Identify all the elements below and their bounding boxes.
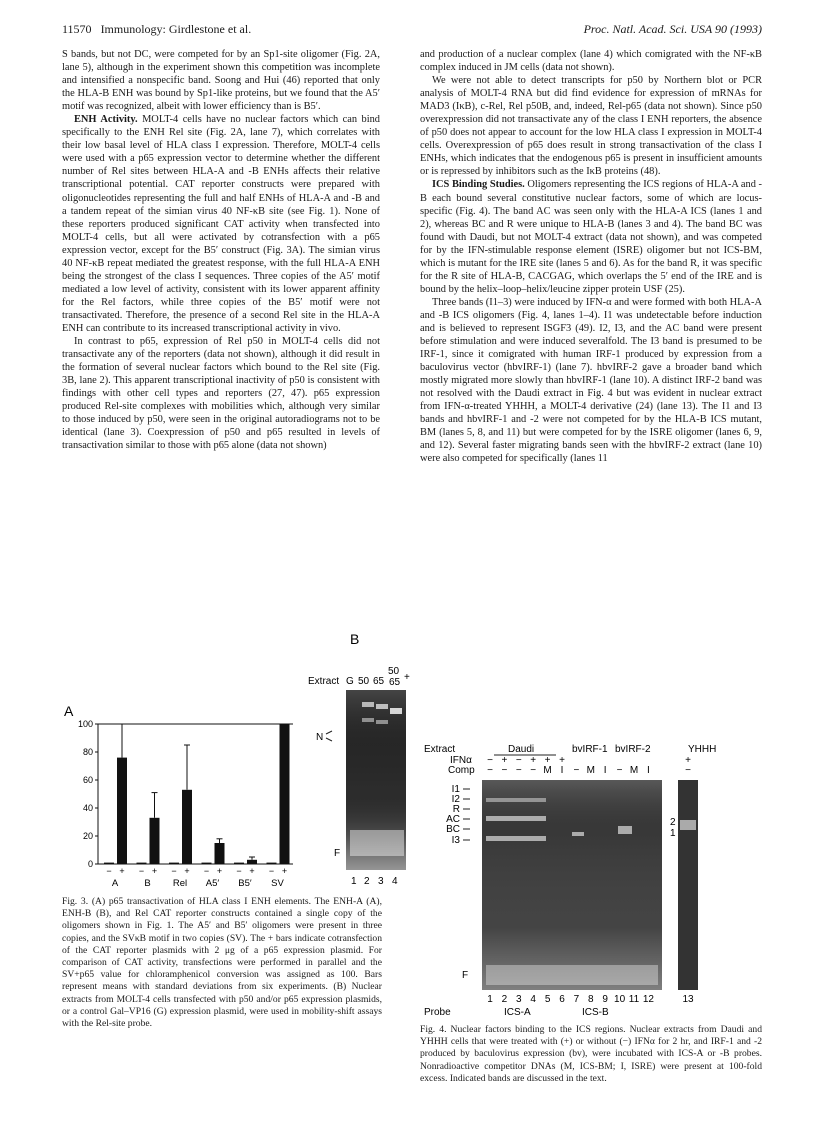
sign-label: + (216, 866, 223, 876)
band (572, 832, 584, 836)
comp-mark: M (629, 765, 639, 776)
ifn-mark: + (544, 755, 551, 766)
comp-mark: I (647, 765, 650, 776)
band (390, 708, 402, 714)
y-tick-label: 0 (87, 859, 93, 869)
y-tick-label: 60 (82, 775, 93, 785)
chart-plot-area (78, 719, 293, 889)
paragraph: Three bands (I1–3) were induced by IFN-α and were formed with both HLA-A and -B ICS oligomers (Fig. 4, lanes 1–4). I1 was undetectable before induction and is believed to represent ISGF3 (49). I2, I3, and the AC band were present before stimulation and were induced severalfold. The I3 band is presumed to be IRF-1, since it comigrated with human IRF-1 produced by expression from a baculovirus vector (hbvIRF-1) (lane 7). hbvIRF-2 gave a broader band which mostly migrated more slowly than hbvIRF-1 (lane 10). A distinct IRF-2 band was not resolved with the Daudi extract in Fig. 4 but was evident in nuclear extract from IFN-α-treated YHHH, a MOLT-4 derivative (24) (lane 13). The I1 and I3 bands and hbvIRF-1 and -2 were not competed for by the HLA-B ICS mutant, BM (lanes 5, 8, and 11) but were competed for by the ISRE oligomer (lanes 6, 9, and 12). Several faster migrating bands seen with the hbvIRF-2 extract (lane 10) were also competed for specifically (lanes 11 (420, 296, 762, 465)
panel-a-label: A (64, 704, 74, 719)
category-label: Rel (172, 878, 188, 889)
band-labels-left (446, 784, 470, 846)
paragraph-text: Oligomers representing the ICS regions of HLA-A and -B each bound several constitutive nuclear factors, some of which are locus-specific (Fig. 4). The band AC was seen only with the HLA-A ICS (lanes 1 and 2), whereas BC and R were unique to HLA-B (lanes 3 and 4). The band BC was found with Daudi, but not MOLT-4 extract (data not shown), and was competed for by the IFN-stimulable response element (ISRE) oligomer but not ICS-BM, which is mutant for the IRE site (lanes 5 and 6). As for the band R, it was specific for the R site of HLA-B, CACGAG, which overlaps the 5′ end of the IRE and is bound by the helix–loop–helix/leucine zipper protein USF (25). (420, 179, 762, 295)
comp-mark: − (616, 765, 623, 776)
f-label: F (334, 848, 341, 859)
ifn-label: IFNα (450, 755, 472, 766)
lane-number: 4 (530, 994, 536, 1005)
ifn-mark: + (685, 755, 691, 766)
running-header (62, 22, 762, 40)
comp-mark: I (603, 765, 607, 776)
section-run-in-head: ICS Binding Studies. (432, 179, 525, 191)
bar (267, 863, 277, 864)
band-label: I2 (451, 794, 460, 805)
category-label: SV (271, 878, 284, 889)
paragraph: and production of a nuclear complex (lane 4) which comigrated with the NF-κB complex induced in JM cells (data not shown). (420, 49, 762, 74)
lane-number: 12 (642, 994, 654, 1005)
band-label: R (452, 804, 460, 815)
comp-mark: − (501, 765, 508, 776)
gel-lane-13 (678, 780, 698, 990)
n-label: N (316, 732, 324, 743)
section-run-in-head: ENH Activity. (74, 114, 138, 126)
sign-label: − (138, 866, 145, 876)
paragraph (420, 178, 762, 295)
group-label: bvIRF-1 (572, 744, 608, 755)
category-label: A5′ (205, 878, 220, 889)
band-label: AC (446, 814, 460, 825)
lane-number: 3 (516, 994, 522, 1005)
lane-marks (487, 755, 691, 776)
paragraph (62, 113, 380, 335)
sign-label: + (281, 866, 288, 876)
paragraph-text: MOLT-4 cells have no nuclear factors which can bind specifically to the ENH Rel site (Fig. 2A, lane 7), which correlates with their low basal level of HLA class I expression. Therefore, MOLT-4 cells were used with a p65 expression vector to determine whether the different number of Rel sites between HLA-A and -B ENHs affects their relative transcriptional potential. CAT reporter constructs were prepared with oligonucleotides representing the full and half ENHs of HLA-A and -B and a tandem repeat of the simian virus 40 NF-κB site (see Fig. 1). None of these reporters produced significant CAT activity when transfected into MOLT-4 cells, but all were activated by cotransfection with a p65 expression vector, except for the B5′ construct (Fig. 3A). The simian virus 40 NF-κB repeat mediated the greatest response, with the full HLA-A ENH being the strongest of the class I sequences. Three copies of the A5′ motif mediated a low level of activity, consistent with its lower apparent affinity for the Rel factors, while three copies of the B5′ motif were not transactivated. Therefore, the presence of a second Rel site in the HLA-A ENH can contribute to its increased transcriptional activity in vivo. (62, 114, 380, 334)
band (680, 820, 696, 830)
lane-head-g: G (346, 676, 354, 687)
sign-label: − (171, 866, 177, 876)
header-authors: Immunology: Girdlestone et al. (100, 22, 252, 36)
y-tick-label: 80 (82, 747, 93, 757)
figure-4-caption: Fig. 4. Nuclear factors binding to the ICS regions. Nuclear extracts from Daudi and YHHH cells that were treated with (+) or without (−) IFNα for 2 hr, and IRF-1 and -2 produced by baculovirus expression (bv), were incubated with ICS-A or -B probes. Nonradioactive competitor DNAs (M, ICS-BM; I, ISRE) were present at 100-fold excess. Indicated bands are discussed in the text. (420, 1024, 762, 1084)
probe-label: Probe (424, 1007, 451, 1018)
panel-b-label: B (350, 631, 360, 647)
plus-mark: + (404, 672, 410, 683)
group-label: Daudi (508, 744, 535, 755)
bar (234, 863, 244, 864)
lane-numbers (487, 994, 694, 1005)
lane-head-50: 50 (358, 676, 370, 687)
ifn-mark: − (487, 755, 493, 766)
bar (215, 843, 225, 864)
comp-mark: − (573, 765, 580, 776)
sign-label: − (268, 866, 275, 876)
n-bracket (326, 731, 332, 741)
bar (117, 758, 127, 864)
band (618, 826, 632, 834)
comp-mark: I (560, 765, 564, 776)
lane-head-65: 65 (373, 676, 385, 687)
paragraph: We were not able to detect transcripts for p50 by Northern blot or PCR analysis of MOLT-4 RNA but did find evidence for expression of mRNAs for MAD3 (IκB), c-Rel, Rel p50B, and, indeed, Rel-p65 (data not shown). Since p50 overexpression did not transactivate any of the class I ENH reporters, the absence of p50 does not appear to account for the low HLA class I expression in MOLT-4 cells. Overexpression of p65 does result in strong transactivation of the class I ENHs, which indicates that the endogenous p65 is present in insufficient amounts or is repressed by inhibitors such as the IκB proteins (48). (420, 75, 762, 178)
lane-number: 1 (487, 994, 493, 1005)
band-label-right: 1 (670, 828, 676, 839)
sign-label: + (119, 866, 125, 876)
lane-number: 7 (573, 994, 580, 1005)
bar (247, 860, 257, 864)
band (486, 798, 546, 802)
category-label: B5′ (238, 878, 252, 889)
category-label: A (111, 878, 119, 889)
lane-number: 4 (392, 876, 398, 887)
figure-4-gel (422, 740, 782, 1020)
y-tick-label: 20 (82, 831, 93, 841)
group-label: bvIRF-2 (615, 744, 651, 755)
f-label: F (462, 970, 469, 981)
comp-mark: − (530, 765, 537, 776)
band-label: BC (446, 824, 460, 835)
band (376, 720, 388, 724)
bar (137, 863, 147, 864)
free-probe-band (350, 830, 404, 856)
sign-label: − (203, 866, 210, 876)
band-label-right: 2 (670, 817, 676, 828)
lane-number: 10 (614, 994, 626, 1005)
lane-head-50-65: 50 65 (388, 666, 401, 688)
band (362, 702, 374, 707)
band-label: I3 (451, 835, 460, 846)
ifn-mark: + (530, 755, 537, 766)
comp-mark: − (487, 765, 493, 776)
page-number: 11570 (62, 22, 92, 36)
header-journal: Proc. Natl. Acad. Sci. USA 90 (1993) (583, 22, 762, 36)
left-column (62, 48, 380, 452)
band (362, 718, 374, 722)
sign-label: + (249, 866, 255, 876)
band (486, 836, 546, 841)
gel-shading (482, 780, 662, 990)
lane-number: 9 (602, 994, 608, 1005)
lane-number: 13 (682, 994, 694, 1005)
ifn-mark: + (501, 755, 508, 766)
lane-number: 8 (588, 994, 594, 1005)
bar (280, 724, 290, 864)
comp-mark: M (543, 765, 552, 776)
lane-number: 2 (364, 876, 370, 887)
band (486, 816, 546, 821)
bar (169, 863, 179, 864)
lane-number: 3 (378, 876, 384, 887)
extract-label: Extract (424, 744, 456, 755)
band-label: I1 (451, 784, 460, 795)
sign-label: − (106, 866, 112, 876)
ifn-mark: + (559, 755, 565, 766)
y-tick-label: 100 (77, 719, 93, 729)
bar (182, 790, 192, 864)
lane-number: 1 (351, 876, 357, 887)
bar (150, 818, 160, 864)
lane-number: 11 (628, 994, 640, 1005)
probe-a: ICS-A (504, 1007, 531, 1018)
right-column (420, 48, 762, 466)
free-probe-band (486, 965, 658, 985)
group-label: YHHH (688, 744, 717, 755)
figure-3a-chart (62, 704, 302, 894)
extract-label: Extract (308, 676, 340, 687)
sign-label: + (151, 866, 158, 876)
y-tick-label: 40 (82, 803, 93, 813)
figure-3-caption: Fig. 3. (A) p65 transactivation of HLA class I ENH elements. The ENH-A (A), ENH-B (B), and Rel CAT reporter constructs contained a single copy of the oligomers shown in Fig. 1. The A5′ and B5′ oligomers were present in three copies, and the SVκB motif in two copies (SV). The + bars indicate cotransfection of the CAT reporter plasmids with 2 μg of a p65 expression plasmid. For comparison of CAT activity, transfections were performed in parallel and the SV+p65 value for chloramphenicol conversion was assigned as 100. Bars represent means with standard deviations from six experiments. (B) Nuclear extracts from MOLT-4 cells transfected with p50 and/or p65 expression plasmids, or a control Gal–VP16 (G) expression plasmid, were used in mobility-shift assays with the Rel-site probe. (62, 896, 382, 1030)
ifn-mark: − (515, 755, 522, 766)
comp-label: Comp (448, 765, 475, 776)
paragraph: S bands, but not DC, were competed for by an Sp1-site oligomer (Fig. 2A, lane 5), although in the experiment shown this competition was incomplete and intensified a nonspecific band. Soong and Hui (46) reported that only the HLA-B ENH was bound by Sp1-like proteins, but we found that the A5′ motif was recognized, albeit with lower efficiency than is B5′. (62, 49, 380, 113)
lane-number: 2 (501, 994, 508, 1005)
bar (104, 863, 114, 864)
lane-number: 6 (559, 994, 565, 1005)
bar (202, 863, 212, 864)
figure-3b-gel (306, 630, 416, 890)
band (376, 704, 388, 709)
comp-mark: − (685, 765, 691, 776)
lane-number: 5 (544, 994, 551, 1005)
probe-b: ICS-B (582, 1007, 609, 1018)
header-left (62, 22, 251, 37)
sign-label: + (184, 866, 190, 876)
comp-mark: M (586, 765, 595, 776)
paragraph: In contrast to p65, expression of Rel p50 in MOLT-4 cells did not transactivate any of the reporters (data not shown), although it did result in the formation of several nuclear factors which bound to the Rel site (Fig. 3B, lane 2). This apparent transcriptional inactivity of p50 is consistent with findings with other cell types and reporters (27, 47). p65 expression produced Rel-site complexes with mobilities which, although very similar to those induced by p50, were seen in the original autoradiograms not to be identical (lane 3). Coexpression of p50 and p65 resulted in levels of transactivation similar to those with p65 alone (data not shown) (62, 336, 380, 452)
category-label: B (144, 878, 151, 889)
sign-label: − (236, 866, 242, 876)
comp-mark: − (515, 765, 522, 776)
